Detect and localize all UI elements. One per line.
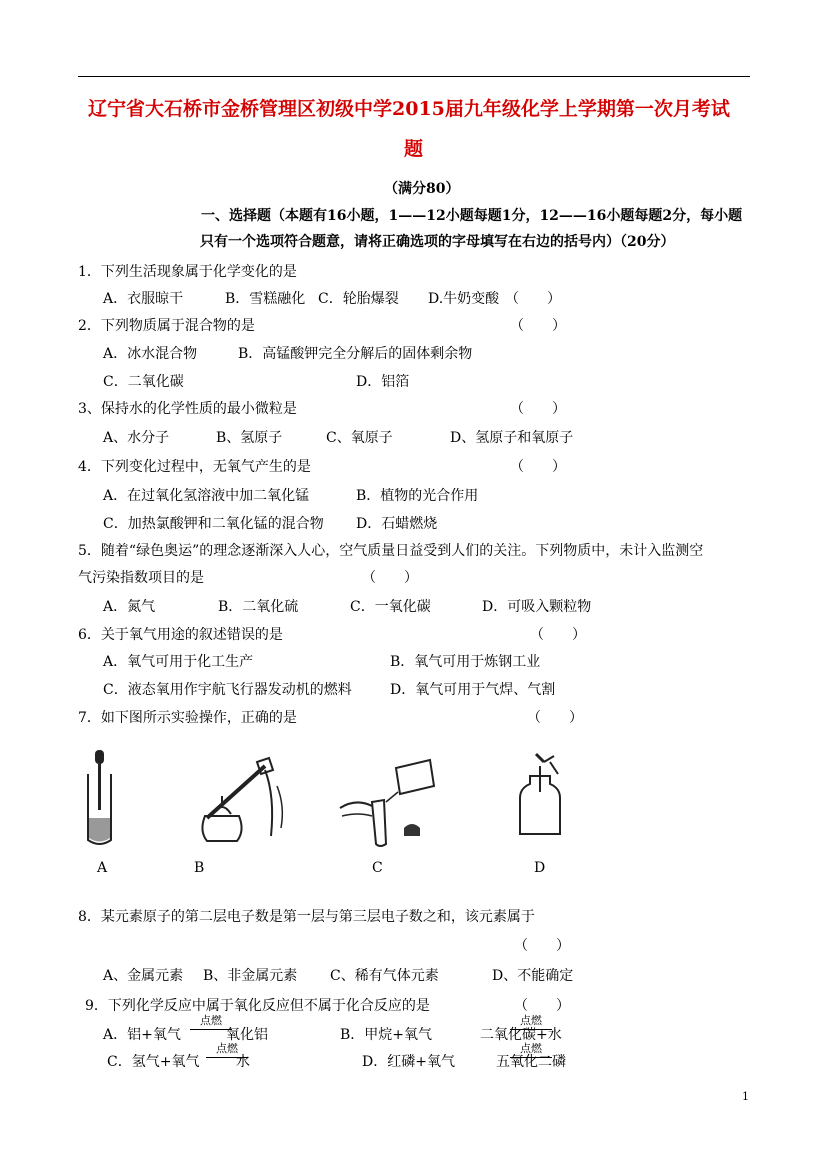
q6-answer-paren: （ ） [530,627,586,643]
q4-answer-paren: （ ） [510,459,566,475]
header-rule [78,76,750,77]
q9-option-c-reactants: C．氢气+氧气 [107,1054,200,1070]
q3-stem: 3、保持水的化学性质的最小微粒是 [78,401,297,417]
figure-d-gas-bottle [510,752,570,842]
q9-stem: 9．下列化学反应中属于氧化反应但不属于化合反应的是 [85,998,430,1014]
q5-option-a: A．氮气 [103,599,156,615]
q6-option-a: A．氧气可用于化工生产 [103,654,254,670]
q5-stem-line2: 气污染指数项目的是 [78,570,204,586]
figure-c-pouring-liquid [338,756,448,848]
q9-option-c-product: 水 [236,1054,250,1070]
q1-option-c: C．轮胎爆裂 [318,291,399,307]
figure-c-label: C [372,860,383,876]
q6-option-c: C．液态氧用作宇航飞行器发动机的燃料 [103,682,352,698]
q9-option-c-condition: 点燃 [206,1040,248,1058]
figure-b-label: B [194,860,205,876]
q8-option-c: C、稀有气体元素 [330,968,439,984]
score-note: （满分80） [384,181,460,197]
q4-option-c: C．加热氯酸钾和二氧化锰的混合物 [103,516,324,532]
q5-option-c: C．一氧化碳 [350,599,431,615]
q5-stem-line1: 5．随着“绿色奥运”的理念逐渐深入人心，空气质量日益受到人们的关注。下列物质中，未计入监测空 [78,543,704,559]
q7-answer-paren: （ ） [527,710,583,726]
q9-option-a-product: 氧化铝 [226,1027,268,1043]
q8-option-a: A、金属元素 [103,968,184,984]
q8-stem: 8．某元素原子的第二层电子数是第一层与第三层电子数之和，该元素属于 [78,909,535,925]
q3-option-d: D、氢原子和氧原子 [450,430,574,446]
q1-option-d: D.牛奶变酸 [428,291,500,307]
q8-answer-paren: （ ） [514,938,570,954]
figure-a-test-tube-dropper [80,748,120,848]
section-heading-line2: 只有一个选项符合题意，请将正确选项的字母填写在右边的括号内）（20分） [200,234,675,250]
q1-answer-paren: （ ） [505,291,561,307]
q2-answer-paren: （ ） [510,318,566,334]
section-heading-line1: 一、选择题（本题有16小题，1——12小题每题1分，12——16小题每题2分，每小题 [201,208,743,224]
q2-option-c: C．二氧化碳 [103,374,184,390]
q4-option-a: A．在过氧化氢溶液中加二氧化锰 [103,488,310,504]
q5-option-d: D．可吸入颗粒物 [482,599,592,615]
q9-option-b-condition: 点燃 [510,1012,552,1030]
q1-option-b: B．雪糕融化 [225,291,306,307]
q2-stem: 2．下列物质属于混合物的是 [78,318,255,334]
q9-option-a-reactants: A．铝+氧气 [103,1027,181,1043]
page-title-line1: 辽宁省大石桥市金桥管理区初级中学2015届九年级化学上学期第一次月考试 [88,98,730,120]
figure-b-heating-tube [185,756,295,848]
q9-answer-paren: （ ） [514,998,570,1014]
q8-option-d: D、不能确定 [492,968,574,984]
q5-answer-paren: （ ） [362,570,418,586]
q9-option-d-reactants: D．红磷+氧气 [362,1054,455,1070]
q2-option-a: A．冰水混合物 [103,346,198,362]
q1-stem: 1．下列生活现象属于化学变化的是 [78,264,297,280]
q6-stem: 6．关于氧气用途的叙述错误的是 [78,627,283,643]
page-number: 1 [742,1090,749,1103]
figure-d-label: D [534,860,546,876]
q7-stem: 7．如下图所示实验操作，正确的是 [78,710,297,726]
q9-option-b-product: 二氧化碳+水 [480,1027,562,1043]
q3-option-b: B、氢原子 [216,430,283,446]
q2-option-d: D．铝箔 [356,374,410,390]
q9-option-b-reactants: B．甲烷+氧气 [340,1027,433,1043]
q6-option-b: B．氧气可用于炼钢工业 [390,654,541,670]
q1-option-a: A．衣服晾干 [103,291,184,307]
q9-option-a-condition: 点燃 [190,1012,232,1030]
q9-option-d-condition: 点燃 [510,1040,552,1058]
q9-option-d-product: 五氧化二磷 [496,1054,566,1070]
q8-option-b: B、非金属元素 [203,968,298,984]
q2-option-b: B．高锰酸钾完全分解后的固体剩余物 [238,346,473,362]
page-title-line2: 题 [404,138,424,160]
q5-option-b: B．二氧化硫 [218,599,299,615]
figure-a-label: A [97,860,108,876]
q4-option-b: B．植物的光合作用 [356,488,479,504]
q6-option-d: D．氧气可用于气焊、气割 [390,682,556,698]
q3-option-c: C、氧原子 [326,430,393,446]
q4-option-d: D．石蜡燃烧 [356,516,438,532]
q3-answer-paren: （ ） [510,401,566,417]
q4-stem: 4．下列变化过程中，无氧气产生的是 [78,459,311,475]
q3-option-a: A、水分子 [103,430,170,446]
